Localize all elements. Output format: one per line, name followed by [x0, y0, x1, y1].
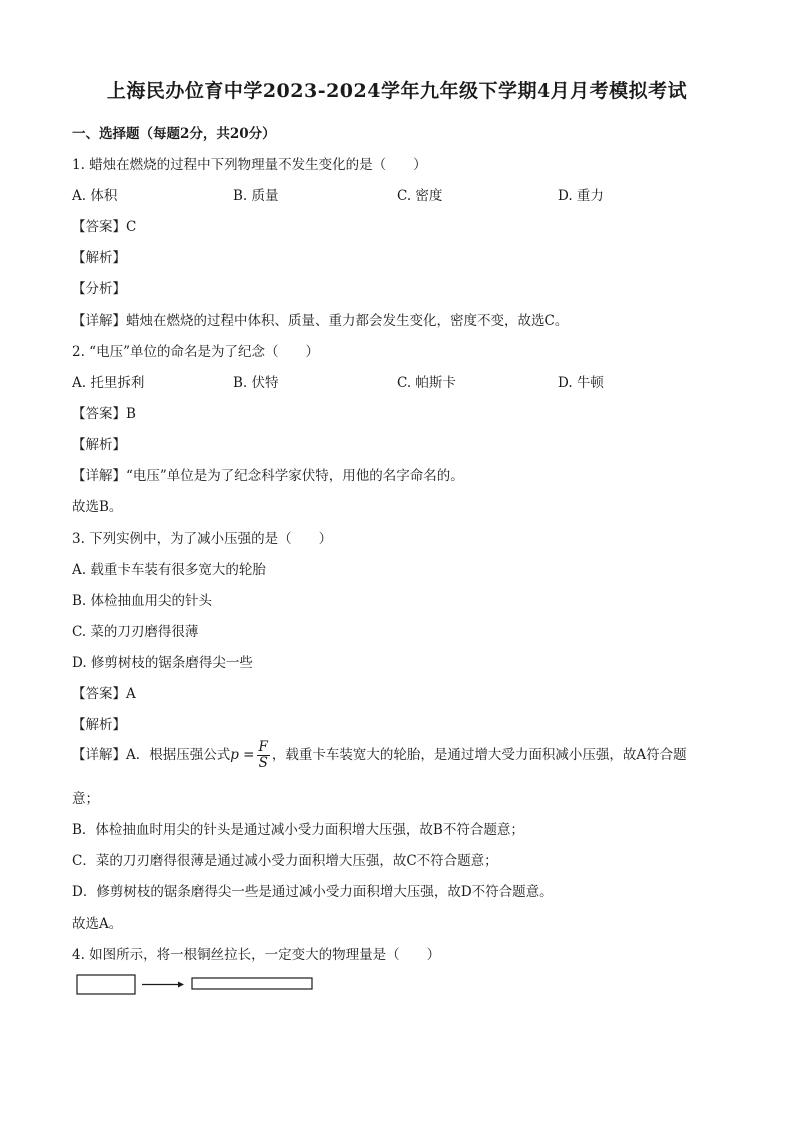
answer-label: 【答案】	[72, 406, 126, 422]
q1-answer	[72, 215, 136, 235]
q3-conclusion: 故选A。	[72, 916, 123, 932]
q2-option-c: C. 帕斯卡	[397, 375, 456, 391]
q3-detail-c: C．菜的刀刃磨得很薄是通过减小受力面积增大压强，故C不符合题意；	[72, 853, 498, 869]
detail-a-post: ，载重卡车装宽大的轮胎，是通过增大受力面积减小压强，故A符合题	[271, 746, 687, 763]
q1-analysis-label: 【解析】	[72, 250, 126, 266]
answer-value: A	[126, 686, 136, 702]
pressure-formula-fraction	[257, 740, 270, 771]
stretched-wire-rect	[192, 978, 312, 989]
q2-analysis-label: 【解析】	[72, 437, 126, 453]
q2-detail	[72, 464, 464, 484]
q1-option-c: C. 密度	[397, 188, 443, 204]
answer-label: 【答案】	[72, 219, 126, 235]
q1-detail	[72, 309, 568, 329]
q3-option-d: D. 修剪树枝的锯条磨得尖一些	[72, 655, 253, 671]
q3-answer	[72, 682, 136, 702]
q1-fenxi-label: 【分析】	[72, 281, 126, 297]
q1-option-d: D. 重力	[558, 188, 604, 204]
detail-text: “电压”单位是为了纪念科学家伏特，用他的名字命名的。	[126, 468, 464, 484]
detail-text: 蜡烛在燃烧的过程中体积、质量、重力都会发生变化，密度不变，故选C。	[126, 313, 569, 329]
answer-label: 【答案】	[72, 686, 126, 702]
q3-detail-a	[72, 740, 687, 771]
detail-label: 【详解】	[72, 313, 126, 329]
page-title: 上海民办位育中学2023-2024学年九年级下学期4月月考模拟考试	[106, 80, 688, 102]
q2-answer	[72, 402, 136, 422]
short-wire-rect	[77, 975, 135, 994]
q2-option-d: D. 牛顿	[558, 375, 604, 391]
q3-detail-b: B．体检抽血时用尖的针头是通过减小受力面积增大压强，故B不符合题意；	[72, 822, 524, 838]
detail-a-pre: A．根据压强公式	[126, 746, 231, 763]
detail-label: 【详解】	[72, 746, 126, 763]
q3-analysis-label: 【解析】	[72, 717, 126, 733]
question-4-stem: 4. 如图所示，将一根铜丝拉长，一定变大的物理量是（ ）	[72, 947, 441, 963]
question-1-stem: 1. 蜡烛在燃烧的过程中下列物理量不发生变化的是（ ）	[72, 157, 427, 173]
question-3-stem: 3. 下列实例中，为了减小压强的是（ ）	[72, 531, 333, 547]
q3-option-c: C. 菜的刀刃磨得很薄	[72, 624, 199, 640]
q3-detail-a-cont: 意；	[72, 791, 99, 807]
question-2-stem: 2. “电压”单位的命名是为了纪念（ ）	[72, 344, 319, 360]
q1-option-b: B. 质量	[233, 188, 279, 204]
detail-label: 【详解】	[72, 468, 126, 484]
q2-option-b: B. 伏特	[233, 375, 279, 391]
q3-option-a: A. 载重卡车装有很多宽大的轮胎	[72, 562, 266, 578]
q2-conclusion: 故选B。	[72, 499, 123, 515]
arrow-head-icon	[178, 982, 184, 988]
q2-option-a: A. 托里拆利	[72, 375, 145, 391]
q3-option-b: B. 体检抽血用尖的针头	[72, 593, 213, 609]
copper-wire-figure	[76, 974, 316, 998]
formula-numerator: F	[258, 739, 268, 755]
answer-value: C	[126, 219, 137, 235]
answer-value: B	[126, 406, 136, 422]
formula-lhs: p =	[230, 746, 255, 763]
section-heading: 一、选择题（每题2分，共20分）	[72, 126, 276, 142]
q1-option-a: A. 体积	[72, 188, 118, 204]
formula-denominator: S	[258, 754, 268, 771]
q3-detail-d: D．修剪树枝的锯条磨得尖一些是通过减小受力面积增大压强，故D不符合题意。	[72, 884, 553, 900]
